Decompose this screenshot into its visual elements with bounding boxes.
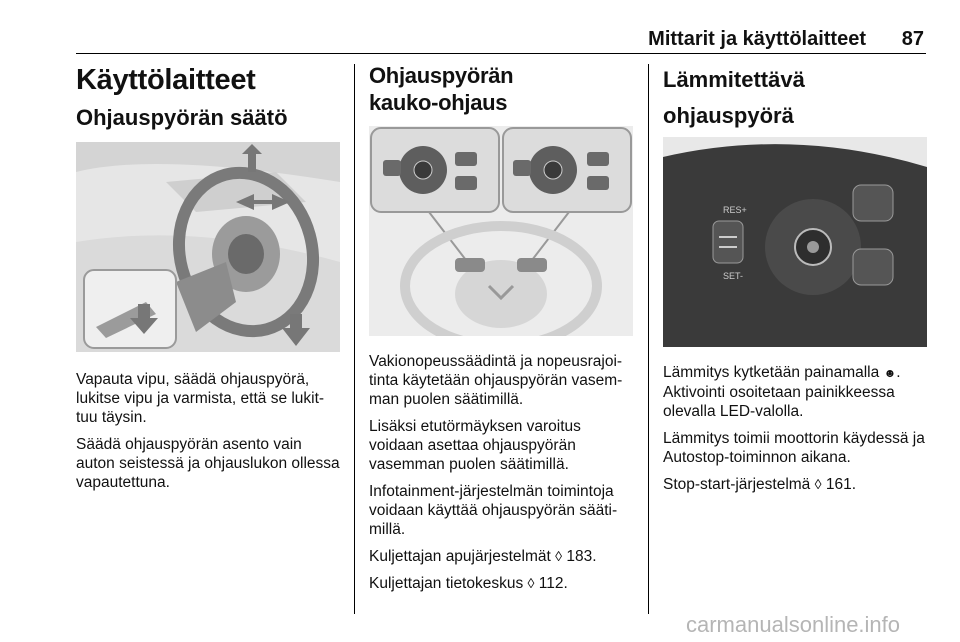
remote-control-text [369, 352, 635, 593]
watermark: carmanualsonline.info [686, 612, 901, 637]
remote-control-title-line1: Ohjauspyörän [369, 63, 514, 88]
running-head: Mittarit ja käyttölaitteet [648, 28, 866, 50]
section-title: Käyttölaitteet [76, 64, 256, 96]
cross-reference[interactable] [369, 574, 635, 593]
column-remote-control [369, 62, 635, 601]
cross-reference-page: 183. [566, 548, 597, 565]
cross-reference-text: Kuljettajan apujärjestelmät [369, 548, 551, 565]
steering-adjust-figure [76, 142, 340, 352]
paragraph [663, 363, 927, 383]
page-number: 87 [901, 28, 924, 50]
paragraph: Vapauta vipu, säädä ohjauspyörä, lukitse vipu ja varmista, että se lukit- tuu täysin. [76, 371, 325, 426]
header-rule [76, 53, 926, 54]
heated-steering-text [663, 363, 927, 494]
res-label: RES+ [723, 205, 747, 215]
heated-steering-figure [663, 137, 927, 347]
column-steering-adjust [76, 62, 340, 500]
remote-control-illustration [369, 126, 633, 336]
cross-reference-page: 161. [825, 476, 857, 493]
column-divider-1 [354, 64, 355, 614]
paragraph: Infotainment-järjestelmän toimintoja voidaan käyttää ohjauspyörän sääti- millä. [369, 483, 618, 538]
ref-arrow-icon: ◊ [814, 476, 822, 492]
heated-wheel-icon: ☻ [883, 366, 897, 380]
paragraph: Vakionopeussäädintä ja nopeusrajoi- tinta käytetään ohjauspyörän vasem- man puolen säätimillä. [369, 353, 623, 408]
paragraph: Aktivointi osoitetaan painikkeessa olevalla LED-valolla. [663, 384, 895, 420]
steering-adjust-text [76, 370, 340, 492]
paragraph-end: . [896, 364, 901, 381]
remote-control-figure [369, 126, 633, 336]
ref-arrow-icon: ◊ [555, 548, 563, 564]
heated-steering-title: Lämmitettävä ohjauspyörä [663, 67, 805, 128]
paragraph: Lämmitys toimii moottorin käydessä ja Autostop-toiminnon aikana. [663, 430, 925, 466]
ref-arrow-icon: ◊ [527, 575, 535, 591]
paragraph-text: Lämmitys kytketään painamalla [663, 364, 880, 381]
cross-reference-page: 112. [538, 575, 568, 592]
cross-reference-text: Stop-start-järjestelmä [663, 476, 811, 493]
column-heated-steering [663, 62, 927, 502]
subsection-title: Ohjauspyörän säätö [76, 105, 288, 130]
cross-reference-text: Kuljettajan tietokeskus [369, 575, 524, 592]
page-header [76, 28, 926, 54]
steering-adjust-illustration [76, 142, 340, 352]
column-divider-2 [648, 64, 649, 614]
cross-reference[interactable] [663, 475, 927, 494]
paragraph: Säädä ohjauspyörän asento vain auton seistessä ja ohjauslukon ollessa vapautettuna. [76, 436, 340, 491]
heated-steering-illustration [663, 137, 927, 347]
remote-control-title-line2: kauko-ohjaus [369, 90, 508, 115]
cross-reference[interactable] [369, 547, 635, 566]
set-label: SET- [723, 271, 744, 281]
paragraph: Lisäksi etutörmäyksen varoitus voidaan asettaa ohjauspyörän vasemman puolen säätimillä. [369, 418, 581, 473]
